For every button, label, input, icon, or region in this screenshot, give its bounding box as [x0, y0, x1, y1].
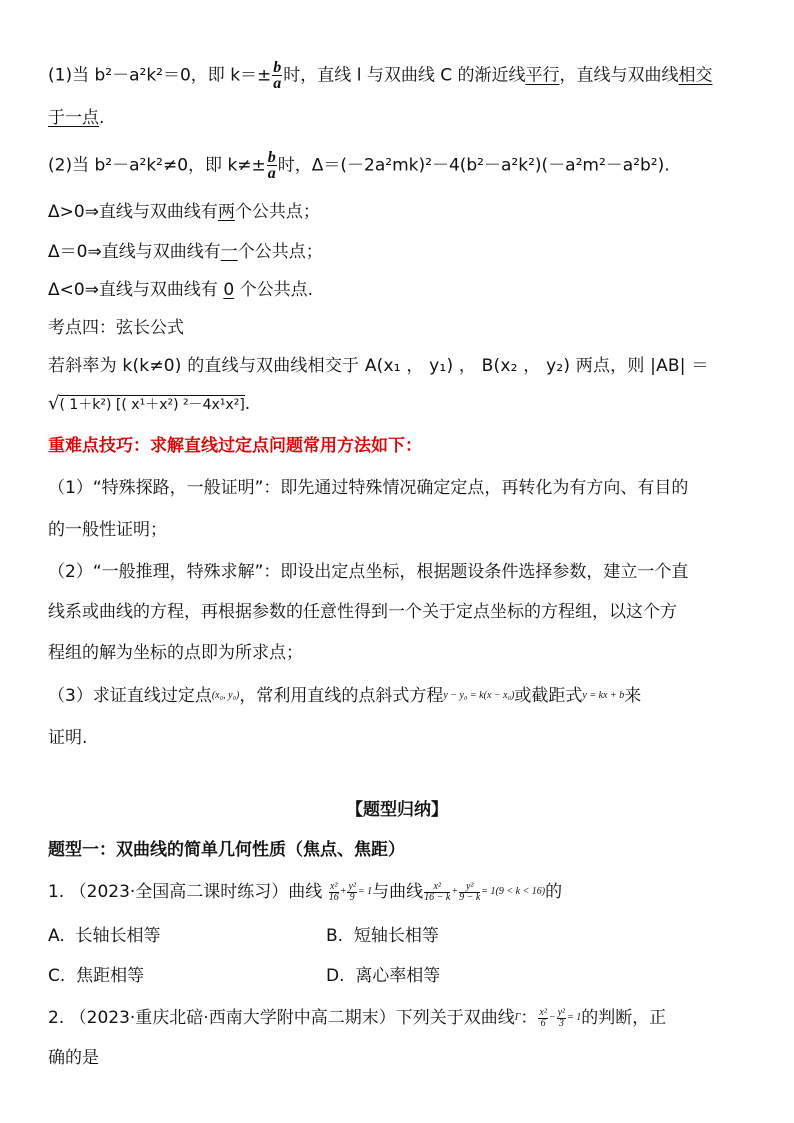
delta-zero-line	[48, 240, 323, 264]
option-d[interactable]	[326, 964, 440, 988]
sqrt-content: ( 1＋k²) [( x¹＋x²) ²－4x¹x²]	[59, 397, 245, 413]
minus: −	[548, 1012, 556, 1023]
case-1-line	[48, 60, 713, 91]
option-label: A.	[48, 926, 65, 946]
option-text: 离心率相等	[355, 966, 441, 986]
plus: +	[339, 886, 347, 897]
option-text: 长轴长相等	[75, 926, 161, 946]
fraction-b-over-a-2	[267, 150, 277, 181]
kaodian-4-title: 考点四：弦长公式	[48, 318, 184, 338]
tips-heading: 重难点技巧：求解直线过定点问题常用方法如下：	[48, 436, 422, 456]
equals-one: = 1	[357, 886, 373, 897]
option-text: 焦距相等	[76, 966, 145, 986]
frac-den: a	[267, 165, 276, 182]
q1-eq1-frac-x	[329, 882, 339, 903]
tip-1-line-b: 的一般性证明；	[48, 520, 167, 540]
sqrt-symbol	[48, 392, 245, 417]
tip-3-line-a	[48, 684, 641, 708]
option-label: D.	[326, 966, 345, 986]
condition: = 1(9 < k < 16)	[481, 886, 546, 897]
plus: +	[451, 886, 459, 897]
frac-num: b	[267, 149, 276, 166]
radical-sign: √	[48, 393, 60, 414]
num: y²	[557, 1006, 566, 1018]
chord-length-formula	[48, 392, 250, 417]
delta-pos-u: 两	[217, 202, 235, 222]
tip-3-mid: ，常利用直线的点斜式方程	[239, 686, 444, 706]
q1-eq2-frac-x	[424, 882, 450, 903]
case-2-prefix: (2)当 b²－a²k²≠0，即 k≠±	[48, 155, 266, 176]
q2-stem-b: 的判断，正	[581, 1008, 667, 1028]
equals-one: = 1	[567, 1012, 582, 1023]
formula-end: .	[244, 394, 251, 414]
num: x²	[329, 880, 338, 892]
tip-3-or: 或截距式	[514, 686, 583, 706]
case-2-rest: 时，Δ＝(－2a²mk)²－4(b²－a²k²)(－a²m²－a²b²).	[277, 155, 670, 176]
delta-pos-a: Δ>0⇒直线与双曲线有	[48, 202, 218, 222]
q1-eq2-frac-y	[459, 882, 480, 903]
gamma-symbol: Γ	[514, 1012, 521, 1023]
num: x²	[539, 1006, 547, 1018]
question-1-stem	[48, 880, 562, 904]
question-2-stem-cont: 确的是	[48, 1048, 99, 1068]
num: y²	[459, 882, 480, 893]
underline-parallel: 平行	[525, 65, 560, 86]
q2-stem-a: 2. （2023·重庆北碚·西南大学附中高二期末）下列关于双曲线	[48, 1008, 515, 1028]
q1-eq1-frac-y	[347, 882, 356, 903]
den: 9	[349, 891, 355, 903]
option-label: B.	[326, 926, 344, 946]
option-b[interactable]	[326, 924, 439, 948]
question-type-1-heading: 题型一：双曲线的简单几何性质（焦点、焦距）	[48, 840, 405, 860]
q1-stem-a: 1. （2023·全国高二课时练习）曲线	[48, 882, 323, 902]
fraction-b-over-a	[272, 60, 282, 91]
chord-length-line: 若斜率为 k(k≠0) 的直线与双曲线相交于 A(x₁ ， y₁) ， B(x₂ ， y₂) 两点，则 |AB| ＝	[48, 356, 709, 376]
tip-3-a: （3）求证直线过定点	[48, 686, 212, 706]
tip-2-line-a: （2）“一般推理，特殊求解”：即设出定点坐标，根据题设条件选择参数，建立一个直	[48, 562, 689, 582]
tip-2-line-b: 线系或曲线的方程，再根据参数的任意性得到一个关于定点坐标的方程组，以这个方	[48, 602, 677, 622]
tip-3-end: 来	[624, 686, 642, 706]
tip-2-line-c: 程组的解为坐标的点即为所求点；	[48, 643, 303, 663]
q2-frac-y	[557, 1008, 566, 1029]
delta-negative-line	[48, 278, 313, 302]
num: x²	[424, 882, 450, 893]
den: 16 − k	[424, 891, 451, 903]
section-heading: 【题型归纳】	[346, 800, 448, 820]
q1-stem-b: 与曲线	[372, 882, 424, 902]
frac-num: b	[273, 59, 282, 76]
frac-den: a	[273, 75, 282, 92]
delta-zero-u: 一	[220, 242, 238, 262]
den: 9 − k	[459, 891, 481, 903]
den: 16	[328, 891, 339, 903]
delta-neg-a: Δ<0⇒直线与双曲线有	[48, 280, 224, 300]
den: 6	[540, 1017, 546, 1029]
delta-zero-b: 个公共点；	[237, 242, 323, 262]
option-label: C.	[48, 966, 66, 986]
den: 3	[558, 1017, 564, 1029]
q1-stem-c: 的	[545, 882, 563, 902]
option-text: 短轴长相等	[353, 926, 439, 946]
delta-neg-u: 0	[223, 280, 235, 300]
intercept-equation: y = kx + b	[582, 690, 625, 701]
option-a[interactable]	[48, 924, 161, 948]
case-1-eq: b²－a²k²＝0，即 k＝±	[94, 65, 272, 86]
q2-frac-x	[538, 1008, 547, 1029]
case-1-rest: 时，直线 l 与双曲线 C 的渐近线	[283, 65, 526, 86]
case-2-line	[48, 150, 670, 181]
option-c[interactable]	[48, 964, 144, 988]
case-1-mid: ，直线与双曲线	[559, 65, 679, 86]
tip-3-line-b: 证明.	[48, 728, 88, 748]
case-1-line-cont	[48, 106, 104, 130]
delta-positive-line	[48, 200, 320, 224]
case-1-end: .	[99, 108, 105, 128]
tip-1-line-a: （1）“特殊探路，一般证明”：即先通过特殊情况确定定点，再转化为有方向、有目的	[48, 478, 689, 498]
underline-intersect: 相交	[678, 65, 713, 86]
fixed-point-math: (x₀, y₀)	[211, 690, 240, 701]
underline-one-point: 于一点	[48, 108, 99, 128]
q2-colon: ：	[520, 1008, 538, 1028]
point-slope-equation: y − y₀ = k(x − x₀)	[443, 690, 515, 701]
question-2-stem	[48, 1006, 666, 1030]
delta-pos-b: 个公共点；	[234, 202, 320, 222]
num: y²	[348, 880, 356, 892]
delta-zero-a: Δ＝0⇒直线与双曲线有	[48, 242, 221, 262]
case-1-prefix: (1)当	[48, 65, 95, 86]
delta-neg-b: 个公共点.	[234, 280, 313, 300]
